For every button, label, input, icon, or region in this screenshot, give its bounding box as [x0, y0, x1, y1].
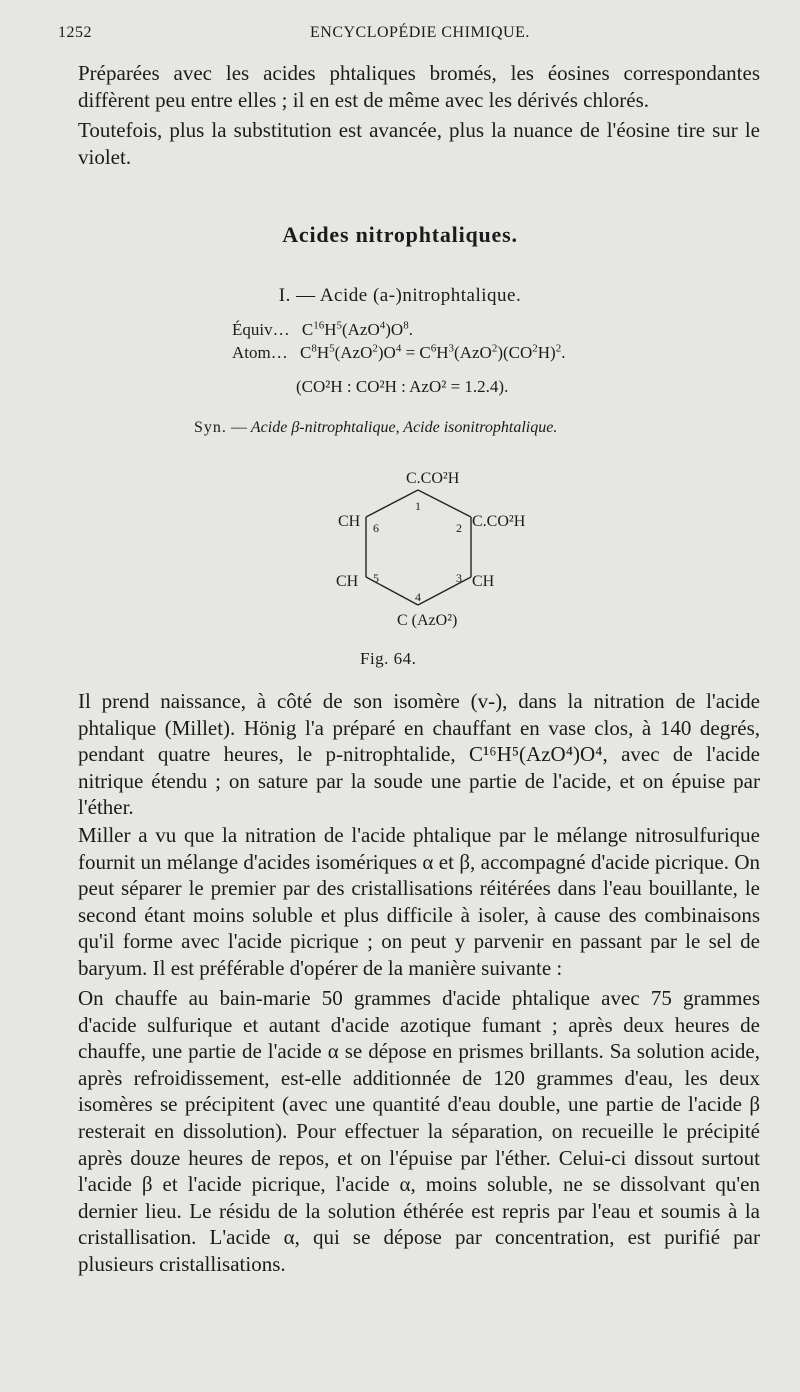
position-number: 5 [373, 571, 379, 585]
equiv-label: Équiv… [232, 320, 290, 339]
syn-text: Acide β-nitrophtalique, Acide isonitrophtalique. [250, 419, 558, 436]
figure-caption: Fig. 64. [360, 649, 417, 668]
paragraph-miller: Miller a vu que la nitration de l'acide phtalique par le mélange nitrosulfurique fournit un mélange d'acides isomériques α et β, accompagné d'acide picrique. On peut séparer le premier par des cristallisations réitérées dans l'eau bouillante, le second étant moins soluble et plus difficile à isoler, à cause des combinaisons qu'il forme avec l'acide picrique ; on peut y parvenir en passant par le sel de baryum. Il est préférable d'opérer de la manière suivante : [78, 823, 760, 980]
paragraph-substitution: Toutefois, plus la substitution est avancée, plus la nuance de l'éosine tire sur le violet. [78, 118, 760, 169]
section-title: Acides nitrophtaliques. [282, 222, 518, 247]
position-number: 3 [456, 571, 462, 585]
benzene-ring-figure [300, 460, 540, 645]
position-number: 6 [373, 521, 379, 535]
position-number: 2 [456, 521, 462, 535]
formula-equiv: Équiv… $C^{16}H^5(AzO^4)O^8$. [232, 319, 413, 339]
running-title: ENCYCLOPÉDIE CHIMIQUE. [310, 24, 530, 41]
formula-atom: Atom… $C^8H^5(AzO^2)O^4 = C^6H^3(AzO^2)(CO^2H)^2$. [232, 342, 566, 362]
position-number: 4 [415, 590, 421, 604]
position-number: 1 [415, 499, 421, 513]
label-left-upper: CH [338, 513, 361, 530]
compound-title: I. — Acide (a-)nitrophtalique. [278, 285, 522, 306]
paragraph-eosines: Préparées avec les acides phtaliques bromés, les éosines correspondantes diffèrent peu entre elles ; il en est de même avec les dérivés chlorés. [78, 61, 760, 112]
atom-label: Atom… [232, 343, 288, 362]
page-number: 1252 [58, 24, 92, 41]
paragraph-origin: Il prend naissance, à côté de son isomère (v-), dans la nitration de l'acide phtalique (Millet). Hönig l'a préparé en chauffant en vase clos, à 140 degrés, pendant quatre heures, le p-nitrophtalide, C¹⁶H⁵(AzO⁴)O⁴, avec de l'acide nitrique étendu ; on sature par la soude une partie de l'acide, et on épuise par l'éther. [78, 689, 760, 820]
ring-bond [418, 490, 471, 517]
syn-label: Syn. [194, 419, 227, 436]
label-right-lower: CH [472, 573, 495, 590]
synonyms-line: Syn. — Acide β-nitrophtalique, Acide isonitrophtalique. [194, 419, 558, 436]
label-top: C.CO²H [406, 470, 460, 487]
label-right-upper: C.CO²H [472, 513, 526, 530]
ring-bond [418, 577, 471, 605]
label-left-lower: CH [336, 573, 359, 590]
position-formula: (CO²H : CO²H : AzO² = 1.2.4). [296, 377, 509, 396]
label-bottom: C (AzO²) [397, 612, 458, 629]
ring-bond [366, 490, 418, 517]
paragraph-procedure: On chauffe au bain-marie 50 grammes d'acide phtalique avec 75 grammes d'acide sulfurique et autant d'acide azotique fumant ; après deux heures de chauffe, une partie de l'acide α se dépose en prismes brillants. Sa solution acide, après refroidissement, est-elle additionnée de 120 grammes d'eau, les deux isomères se précipitent (avec une quantité d'eau double, une partie de l'acide β resterait en dissolution). Pour effectuer la séparation, on recueille le précipité après douze heures de repos, et on l'épuise par l'éther. Celui-ci dissout surtout l'acide β et l'acide picrique, l'acide α, moins soluble, ne se dissolvant qu'en dernier lieu. Le résidu de la solution éthérée est repris par l'eau et soumis à la cristallisation. L'acide α, qui se dépose par concentration, est purifié par plusieurs cristallisations. [78, 986, 760, 1276]
